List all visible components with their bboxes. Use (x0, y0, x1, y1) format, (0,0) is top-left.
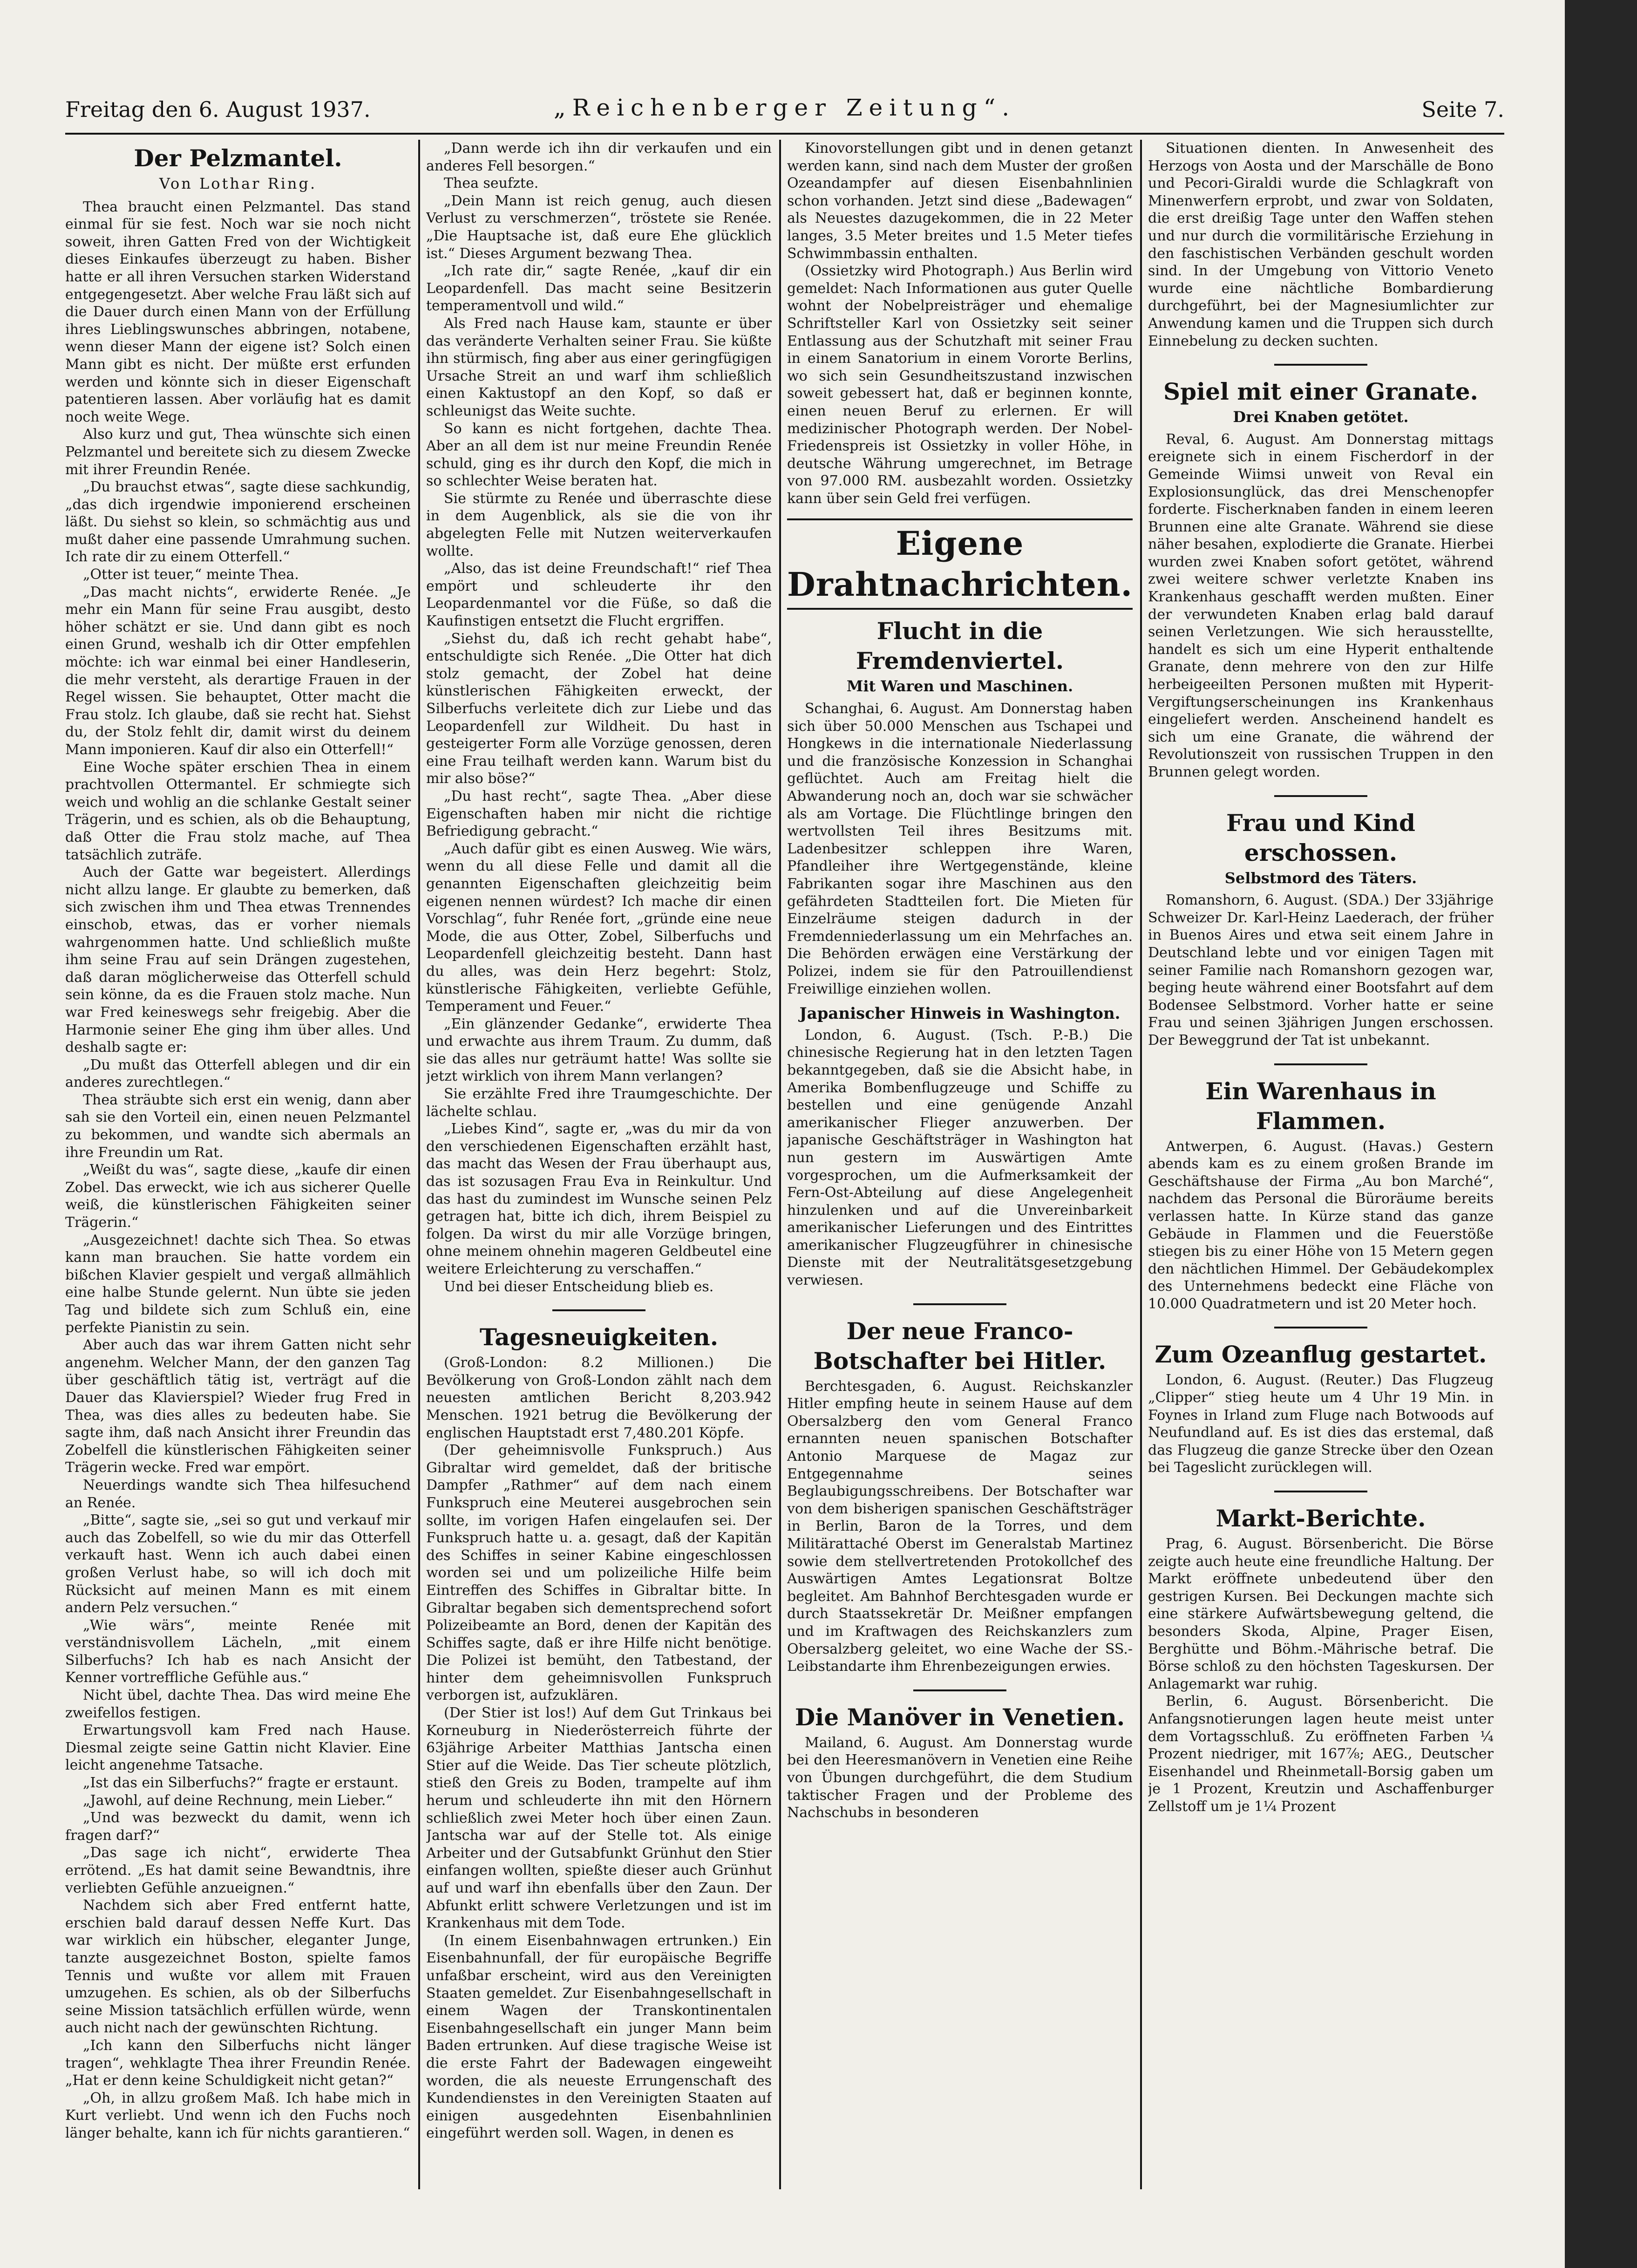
article-body (787, 1378, 1133, 1675)
paragraph: (In einem Eisenbahnwagen ertrunken.) Ein Eisenbahnunfall, der für europäische Begriffe unfaßbar erscheint, wird aus den Vereinigten Staaten gemeldet. Zur Eisenbahngesellschaft in einem Wagen der Transkontinentalen Eisenbahngesellschaft ein junger Mann beim Baden ertrunken. Auf diese tragische Weise ist die erste Fahrt der Badewagen eingeweiht worden, die als neueste Errungenschaft des Kundendienstes in den Vereinigten Staaten auf einigen ausgedehnten Eisenbahnlinien eingeführt werden soll. Wagen, in denen es (426, 1932, 772, 2142)
paragraph: Thea braucht einen Pelzmantel. Das stand einmal für sie fest. Noch war sie noch nicht soweit, ihren Gatten Fred von der Wichtigkeit dieses Einkaufes überzeugt zu haben. Bisher hatte er all ihren Versuchen starken Widerstand entgegengesetzt. Aber welche Frau läßt sich auf die Dauer durch einen Mann von der Erfüllung ihres Lieblingswunsches abbringen, notabene, wenn dieser Mann der eigene ist? Solch einen Mann gibt es nicht. Der müßte erst erfunden werden und könnte sich in dieser Eigenschaft patentieren lassen. Aber vorläufig hat es damit noch weite Wege. (65, 198, 411, 425)
headline-ozeanflug: Zum Ozeanflug gestartet. (1155, 1341, 1487, 1369)
paragraph: „Bitte“, sagte sie, „sei so gut und verkauf mir auch das Zobelfell, so wie du mir das Otterfell verkauft hast. Wenn ich auch dabei einen großen Verlust habe, so will ich doch mit Rücksicht auf meinen Mann es mit einem andern Pelz versuchen.“ (65, 1512, 411, 1616)
paragraph: Erwartungsvoll kam Fred nach Hause. Diesmal zeigte seine Gattin nicht Klavier. Eine leicht angenehme Tatsache. (65, 1722, 411, 1774)
article-body (787, 1027, 1133, 1289)
article-body (1148, 1535, 1494, 1816)
subheadline-flucht: Mit Waren und Maschinen. (846, 677, 1073, 695)
paragraph: Kinovorstellungen gibt und in denen getanzt werden kann, sind nach dem Muster der großen Ozeandampfer auf diesen Eisenbahnlinien schon vorhanden. Jetzt sind diese „Badewagen“ als Neuestes dazugekommen, die in 22 Meter langes, 3.5 Meter breites und 1.5 Meter tiefes Schwimmbassin enthalten. (787, 140, 1133, 262)
scan-edge (1565, 0, 1637, 2268)
paragraph: Berlin, 6. August. Börsenbericht. Die Anfangsnotierungen lagen heute meist unter dem Vortagsschluß. Zu eröffneten Farben ¼ Prozent niedriger, mit 167⅞; AEG., Deutscher Eisenhandel und Rheinmetall-Borsig gaben um je 1 Prozent, Kreutzin und Aschaffenburger Zellstoff um je 1¼ Prozent (1148, 1693, 1494, 1815)
paragraph: Reval, 6. August. Am Donnerstag mittags ereignete sich in einem Fischerdorf in der Gemeinde Wiimsi unweit von Reval ein Explosionsunglück, das drei Menschenopfer forderte. Fischerknaben fanden in einem leeren Brunnen eine alte Granate. Während sie diese näher besahen, explodierte die Granate. Hierbei wurden zwei Knaben sofort getötet, während zwei weitere schwer verletzte Knaben ins Krankenhaus geschafft werden mußten. Einer der verwundeten Knaben erlag bald darauf seinen Verletzungen. Wie sich herausstellte, handelt es sich um eine Hyperit enthaltende Granate, denn mehrere von den zur Hilfe herbeigeeilten Personen mußten mit Hyperit-Vergiftungserscheinungen ins Krankenhaus eingeliefert werden. Anscheinend handelt es sich um eine Granate, die während der Revolutionszeit von russischen Truppen in den Brunnen gelegt worden. (1148, 431, 1494, 780)
paragraph: Romanshorn, 6. August. (SDA.) Der 33jährige Schweizer Dr. Karl-Heinz Laederach, der früher in Buenos Aires und etwa seit einem Jahre in Deutschland lebte und vor einigen Tagen mit seiner Familie nach Romanshorn gezogen war, beging heute während einer Bootsfahrt auf dem Bodensee Selbstmord. Vorher hatte er seine Frau und seinen 3jährigen Jungen erschossen. Der Beweggrund der Tat ist unbekannt. (1148, 892, 1494, 1049)
article-body (65, 198, 411, 2142)
article-body (787, 1734, 1133, 1822)
paragraph: Mailand, 6. August. Am Donnerstag wurde bei den Heeresmanövern in Venetien eine Reihe von Übungen durchgeführt, die dem Studium taktischer Fragen und der Probleme des Nachschubs in besonderen (787, 1734, 1133, 1821)
paragraph: Schanghai, 6. August. Am Donnerstag haben sich über 50.000 Menschen aus Tschapei und Hongkews in die internationale Niederlassung und die französische Konzession in Schanghai geflüchtet. Auch am Freitag hielt die Abwanderung noch an, doch war sie schwächer als am Vortage. Die Flüchtlinge bringen den wertvollsten Teil ihres Besitzums mit. Ladenbesitzer schleppen ihre Waren, Pfandleiher ihre Wertgegenstände, kleine Fabrikanten sogar ihre Maschinen aus den gefährdeten Stadtteilen fort. Die Mieten für Einzelräume steigen dadurch in der Fremdenniederlassung um ein Mehrfaches an. Die Behörden erwägen eine Verstärkung der Polizei, indem sie für den Patrouillendienst Freiwillige einziehen wollen. (787, 701, 1133, 997)
section-divider (1274, 795, 1367, 797)
header-date: Freitag den 6. August 1937. (65, 97, 371, 122)
article-body (1148, 1371, 1494, 1477)
header-rule (65, 133, 1504, 135)
paragraph: Und bei dieser Entscheidung blieb es. (444, 1278, 714, 1295)
section-divider (1274, 1491, 1367, 1492)
paragraph: (Der geheimnisvolle Funkspruch.) Aus Gibraltar wird gemeldet, daß der britische Dampfer „Rathmer“ auf dem nach einem Funkspruch eine Meuterei ausgebrochen sein sollte, im vorigen Hafen eingelaufen sei. Der Funkspruch hatte u. a. gesagt, daß der Kapitän des Schiffes in seiner Kabine eingeschlossen worden sei und um polizeiliche Hilfe beim Eintreffen des Schiffes in Gibraltar bitte. In Gibraltar begaben sich dementsprechend sofort Polizeibeamte an Bord, denen der Kapitän des Schiffes sagte, daß er ihre Hilfe nicht benötige. Die Polizei ist bemüht, den Tatbestand, der hinter dem geheimnisvollen Funkspruch verborgen ist, aufzuklären. (426, 1442, 772, 1704)
paragraph: „Ist das ein Silberfuchs?“ fragte er erstaunt. (83, 1775, 399, 1791)
paragraph: So kann es nicht fortgehen, dachte Thea. Aber an all dem ist nur meine Freundin Renée schuld, ging es ihr durch den Kopf, die mich in so schlechter Weise beraten hat. (426, 420, 772, 490)
section-divider (1274, 1327, 1367, 1328)
paragraph: „Ausgezeichnet! dachte sich Thea. So etwas kann man brauchen. Sie hatte vordem ein bißchen Klavier gespielt und vergaß allmählich eine halbe Stunde gelernt. Nun übte sie jeden Tag und bildete sich zum Schluß ein, eine perfekte Pianistin zu sein. (65, 1232, 411, 1336)
paragraph: Also kurz und gut, Thea wünschte sich einen Pelzmantel und bereitete sich zu diesem Zwecke mit ihrer Freundin Renée. (65, 426, 411, 478)
section-title-drahtnachrichten: Eigene Drahtnachrichten. (787, 518, 1133, 610)
article-body (787, 140, 1133, 507)
article-body (787, 700, 1133, 998)
paragraph: Prag, 6. August. Börsenbericht. Die Börse zeigte auch heute eine freundliche Haltung. Der Markt eröffnete unbedeutend über den gestrigen Kursen. Bei Deckungen machte sich eine stärkere Aufwärtsbewegung geltend, die besonders Skoda, Alpine, Prager Eisen, Berghütte und Böhm.-Mährische betraf. Die Börse schloß zu den höchsten Tageskursen. Der Anlagemarkt war ruhig. (1148, 1536, 1494, 1692)
column-rule (1140, 140, 1142, 2189)
paragraph: (Der Stier ist los!) Auf dem Gut Trinkaus bei Korneuburg in Niederösterreich führte der 63jährige Arbeiter Matthias Jantscha einen Stier auf die Weide. Das Tier scheute plötzlich, stieß den Greis zu Boden, trampelte auf ihm herum und schleuderte ihn mit den Hörnern schließlich zwei Meter hoch über einen Zaun. Jantscha war auf der Stelle tot. Als einige Arbeiter und der Gutsabfunkt Grünhut den Stier einfangen wollten, spießte dieser auch Grünhut auf und warf ihn ebenfalls über den Zaun. Der Abfunkt erlitt schwere Verletzungen und ist im Krankenhaus mit dem Tode. (426, 1705, 772, 1932)
section-divider (1274, 1063, 1367, 1065)
paragraph: „Weißt du was“, sagte diese, „kaufe dir einen Zobel. Das erweckt, wie ich aus sicherer Quelle weiß, die künstlerischen Fähigkeiten seiner Trägerin.“ (65, 1162, 411, 1231)
paragraph: Thea sträubte sich erst ein wenig, dann aber sah sie den Vorteil ein, einen neuen Pelzmantel zu bekommen, und wandte sich abermals an ihre Freundin um Rat. (65, 1091, 411, 1161)
paragraph: Nicht übel, dachte Thea. Das wird meine Ehe zweifellos festigen. (65, 1687, 411, 1721)
paragraph: „Das sage ich nicht“, erwiderte Thea errötend. „Es hat damit seine Bewandtnis, ihre verliebten Gefühle anzueignen.“ (65, 1845, 411, 1896)
paragraph: London, 6. August. (Reuter.) Das Flugzeug „Clipper“ stieg heute um 4 Uhr 19 Min. in Foynes in Irland zum Fluge nach Botwoods auf Neufundland auf. Es ist dies das erstemal, daß das Flugzeug die ganze Strecke über den Ozean bei Tageslicht zurücklegen will. (1148, 1372, 1494, 1476)
article-body (1148, 892, 1494, 1049)
paragraph: „Liebes Kind“, sagte er, „was du mir da von den verschiedenen Eigenschaften erzählt hast, das macht das Wesen der Frau überhaupt aus, das ist sozusagen Frau Eva in Reinkultur. Und das hast du zumindest im Wunsche seinen Pelz getragen hat, bitte ich dich, ihrem Beispiel zu folgen. Da wirst du mir alle Vorzüge bringen, ohne meinem ohnehin mageren Geldbeutel eine weitere Erleichterung zu verschaffen.“ (426, 1121, 772, 1277)
paragraph: Auch der Gatte war begeistert. Allerdings nicht allzu lange. Er glaubte zu bemerken, daß sich zwischen ihm und Thea etwas Trennendes einschob, etwas, das er vorher niemals wahrgenommen hatte. Und schließlich mußte ihm seine Frau auf sein Drängen zugestehen, daß daran möglicherweise das Otterfell schuld sein könne, da es die Frauen stolz mache. Nun war Fred keineswegs sehr freigebig. Aber die Harmonie seiner Ehe ging ihm über alles. Und deshalb sagte er: (65, 864, 411, 1056)
paragraph: „Dein Mann ist reich genug, auch diesen Verlust zu verschmerzen“, tröstete sie Renée. „Die Hauptsache ist, daß eure Ehe glücklich ist.“ Dieses Argument bezwang Thea. (426, 192, 772, 262)
section-title-tagesneuigkeiten: Tagesneuigkeiten. (479, 1323, 719, 1351)
headline-franco: Der neue Franco-Botschafter bei Hitler. (813, 1317, 1107, 1375)
column-rule (779, 140, 781, 2189)
paragraph: Als Fred nach Hause kam, staunte er über das veränderte Verhalten seiner Frau. Sie küßte ihn stürmisch, fing aber aus einer geringfügigen Ursache Streit an und warf ihm schließlich einen Kaktustopf an den Kopf, so daß er schleunigst das Weite suchte. (426, 315, 772, 419)
article-title-pelzmantel: Der Pelzmantel. (134, 144, 342, 172)
paragraph: „Das macht nichts“, erwiderte Renée. „Je mehr ein Mann für seine Frau ausgibt, desto höher schätzt er sie. Und dann gibt es noch einen Grund, weshalb ich dir Otter empfehlen möchte: ich war einmal bei einer Handleserin, die mehr versteht, als derartige Frauen in der Regel wissen. Sie behauptet, Otter macht die Frau stolz. Ich glaube, daß sie recht hat. Siehst du, der Stolz fehlt dir, damit wirst du deinem Mann imponieren. Kauf dir also ein Otterfell!“ (65, 584, 411, 758)
article-body (426, 140, 772, 1295)
paragraph: „Oh, in allzu großem Maß. Ich habe mich in Kurt verliebt. Und wenn ich den Fuchs noch länger behalte, kann ich für nichts garantieren.“ (65, 2090, 411, 2141)
headline-frau-kind: Frau und Kind erschossen. (1226, 809, 1415, 866)
paragraph: „Du mußt das Otterfell ablegen und dir ein anderes zurechtlegen.“ (65, 1056, 411, 1091)
article-body (1148, 1138, 1494, 1313)
column-2 (426, 140, 772, 2199)
header-masthead: „Reichenberger Zeitung“. (553, 94, 1016, 121)
paragraph: „Siehst du, daß ich recht gehabt habe“, entschuldigte sich Renée. „Die Otter hat dich stolz gemacht, der Zobel hat deine künstlerischen Fähigkeiten erweckt, der Silberfuchs verleitete dich zur Liebe und das Leopardenfell zur Wildheit. Du hast in gesteigerter Form alle Vorzüge genossen, deren eine Frau teilhaft werden kann. Warum bist du mir also böse?“ (426, 630, 772, 787)
paragraph: Nachdem sich aber Fred entfernt hatte, erschien bald darauf dessen Neffe Kurt. Das war wirklich ein hübscher, eleganter Junge, tanzte ausgezeichnet Boston, spielte famos Tennis und wußte vor allem mit Frauen umzugehen. Es schien, als ob der Silberfuchs seine Mission tatsächlich erfüllen würde, wenn auch nicht nach der gewünschten Richtung. (65, 1897, 411, 2036)
paragraph: „Ein glänzender Gedanke“, erwiderte Thea und erwachte aus ihrem Traum. Zu dumm, daß sie das alles nur geträumt hatte! Was sollte sie jetzt wirklich von ihrem Mann verlangen? (426, 1015, 772, 1085)
paragraph: „Du brauchst etwas“, sagte diese sachkundig, „das dich irgendwie imponierend erscheinen läßt. Du siehst so klein, so schmächtig aus und mußt daher eine passende Umrahmung suchen. Ich rate dir zu einem Otterfell.“ (65, 479, 411, 565)
paragraph: „Wie wärs“, meinte Renée mit verständnisvollem Lächeln, „mit einem Silberfuchs? Ich hab es nach Ansicht der Kenner vortreffliche Gefühle aus.“ (65, 1617, 411, 1686)
section-divider (552, 1309, 645, 1311)
column-3 (787, 140, 1133, 2199)
article-byline: Von Lothar Ring. (159, 175, 317, 192)
paragraph: London, 6. August. (Tsch. P.-B.) Die chinesische Regierung hat in den letzten Tagen bekanntgegeben, daß sie die Absicht habe, in Amerika Bombenflugzeuge und Schiffe zu bestellen und eine genügende Anzahl amerikanischer Flieger anzuwerben. Der japanische Geschäftsträger in Washington hat nun gestern im Auswärtigen Amte vorgesprochen, um die Aufmerksamkeit der Fern-Ost-Abteilung auf diese Angelegenheit hinzulenken und auf die Unvereinbarkeit amerikanischer Lieferungen und des Eintrittes amerikanischer Flugzeugführer in chinesische Dienste mit der Neutralitätsgesetzgebung verwiesen. (787, 1027, 1133, 1289)
paragraph: „Otter ist teuer,“ meinte Thea. (83, 566, 299, 583)
paragraph: Neuerdings wandte sich Thea hilfesuchend an Renée. (65, 1477, 411, 1511)
column-1 (65, 140, 411, 2199)
paragraph: Eine Woche später erschien Thea in einem prachtvollen Ottermantel. Er schmiegte sich weich und wohlig an die schlanke Gestalt seiner Trägerin, und es schien, als ob die Behauptung, daß Otter die Frau stolz mache, auf Thea tatsächlich zuträfe. (65, 759, 411, 863)
subheadline-frau-kind: Selbstmord des Täters. (1224, 869, 1417, 887)
headline-granate: Spiel mit einer Granate. (1163, 378, 1478, 406)
column-4 (1148, 140, 1494, 2199)
paragraph: „Also, das ist deine Freundschaft!“ rief Thea empört und schleuderte ihr den Leopardenmantel vor die Füße, so daß die Kaufinstigen entsetzt die Flucht ergriffen. (426, 560, 772, 630)
section-divider (913, 1689, 1006, 1691)
paragraph: „Und was bezweckt du damit, wenn ich fragen darf?“ (65, 1810, 411, 1844)
header-page-number: Seite 7. (1421, 97, 1504, 122)
paragraph: Situationen dienten. In Anwesenheit des Herzogs von Aosta und der Marschälle de Bono und Pecori-Giraldi wurde die Schlagkraft von Minenwerfern erprobt, und zwar von Soldaten, die erst dreißig Tage unter den Waffen stehen und nur durch die vormilitärische Erziehung in den faschistischen Verbänden geschult worden sind. In der Umgebung von Vittorio Veneto wurde eine nächtliche Bombardierung durchgeführt, bei der Magnesiumlichter zur Anwendung kamen und die Truppen sich durch Einnebelung zu decken suchten. (1148, 140, 1494, 349)
section-divider (913, 1303, 1006, 1305)
paragraph: Aber auch das war ihrem Gatten nicht sehr angenehm. Welcher Mann, der den ganzen Tag über geschäftlich tätig ist, verträgt auf die Dauer das Klavierspiel? Wieder frug Fred in Thea, was dies alles zu bedeuten habe. Sie sagte ihm, daß nach Ansicht ihrer Freundin das Zobelfell die künstlerischen Fähigkeiten seiner Trägerin wecke. Fred war empört. (65, 1337, 411, 1476)
paragraph: Sie erzählte Fred ihre Traumgeschichte. Der lächelte schlau. (426, 1086, 772, 1120)
headline-warenhaus: Ein Warenhaus in Flammen. (1205, 1077, 1436, 1135)
headline-flucht: Flucht in die Fremdenviertel. (856, 617, 1064, 675)
paragraph: (Groß-London: 8.2 Millionen.) Die Bevölkerung von Groß-London zählt nach dem neuesten amtlichen Bericht 8,203.942 Menschen. 1921 betrug die Bevölkerung der englischen Hauptstadt erst 7,480.201 Köpfe. (426, 1355, 772, 1441)
paragraph: Antwerpen, 6. August. (Havas.) Gestern abends kam es zu einem großen Brande im Geschäftshause der Firma „Au bon Marché“, nachdem das Personal die Büroräume bereits verlassen hatte. In Kürze stand das ganze Gebäude in Flammen und die Feuerstöße stiegen bis zu einer Höhe von 15 Metern gegen den nächtlichen Himmel. Der Gebäudekomplex des Unternehmens bedeckt eine Fläche von 10.000 Quadratmetern und ist 20 Meter hoch. (1148, 1138, 1494, 1312)
headline-manover: Die Manöver in Venetien. (795, 1703, 1125, 1731)
paragraph: Thea seufzte. (444, 175, 539, 192)
news-items (426, 1354, 772, 2142)
paragraph: „Jawohl, auf deine Rechnung, mein Lieber.“ (83, 1792, 393, 1809)
paragraph: „Ich kann den Silberfuchs nicht länger tragen“, wehklagte Thea ihrer Freundin Renée. „Hat er denn keine Schuldigkeit nicht getan?“ (65, 2037, 411, 2089)
section-divider (1274, 364, 1367, 366)
paragraph: „Dann werde ich ihn dir verkaufen und ein anderes Fell besorgen.“ (426, 140, 772, 174)
article-body (1148, 431, 1494, 781)
page-header (65, 92, 1504, 125)
paragraph: „Ich rate dir,“ sagte Renée, „kauf dir ein Leopardenfell. Das macht seine Besitzerin temperamentvoll und wild.“ (426, 263, 772, 314)
paragraph: (Ossietzky wird Photograph.) Aus Berlin wird gemeldet: Nach Informationen aus guter Quelle wohnt der Nobelpreisträger und ehemalige Schriftsteller Karl von Ossietzky seit seiner Entlassung aus der Schutzhaft mit seiner Frau in einem Sanatorium in einem Vororte Berlins, wo sich sein Gesundheitszustand inzwischen soweit gebessert hat, daß er beginnen konnte, einen neuen Beruf zu erlernen. Er will medizinischer Photograph werden. Der Nobel-Friedenspreis ist Ossietzky in voller Höhe, in deutsche Währung umgerechnet, im Betrage von 97.000 RM. ausbezahlt worden. Ossietzky kann über sein Geld frei verfügen. (787, 263, 1133, 507)
headline-markt: Markt-Berichte. (1216, 1505, 1426, 1532)
paragraph: „Auch dafür gibt es einen Ausweg. Wie wärs, wenn du all diese Felle und damit all die genannten Eigenschaften gleichzeitig beim eigenen nennen würdest? Ich mache dir einen Vorschlag“, fuhr Renée fort, „gründe eine neue Mode, die aus Otter, Zobel, Silberfuchs und Leopardenfell gleichzeitig besteht. Dann hast du alles, was dein Herz begehrt: Stolz, künstlerische Fähigkeiten, verliebte Gefühle, Temperament und Feuer.“ (426, 840, 772, 1015)
subheadline-granate: Drei Knaben getötet. (1233, 408, 1409, 426)
article-body (1148, 140, 1494, 350)
headline-japan: Japanischer Hinweis in Washington. (799, 1004, 1121, 1023)
paragraph: Sie stürmte zu Renée und überraschte diese in dem Augenblick, als sie die von ihr abgelegten Felle mit Nutzen weiterverkaufen wollte. (426, 490, 772, 559)
paragraph: „Du hast recht“, sagte Thea. „Aber diese Eigenschaften haben mir nicht die richtige Befriedigung gebracht.“ (426, 788, 772, 840)
column-rule (418, 140, 420, 2189)
paragraph: Berchtesgaden, 6. August. Reichskanzler Hitler empfing heute in seinem Hause auf dem Obersalzberg den vom General Franco ernannten neuen spanischen Botschafter Antonio Marquese de Magaz zur Entgegennahme seines Beglaubigungsschreibens. Der Botschafter war von dem bisherigen spanischen Geschäftsträger in Berlin, Baron de la Torres, und dem Militärattaché Oberst im Generalstab Martinez sowie dem stellvertretenden Protokollchef des Auswärtigen Amtes Legationsrat Boltze begleitet. Am Bahnhof Berchtesgaden wurde er durch Staatssekretär Dr. Meißner empfangen und im Kraftwagen des Reichskanzlers zum Obersalzberg geleitet, wo eine Wache der SS.-Leibstandarte ihm Ehrenbezeigungen erwies. (787, 1378, 1133, 1675)
